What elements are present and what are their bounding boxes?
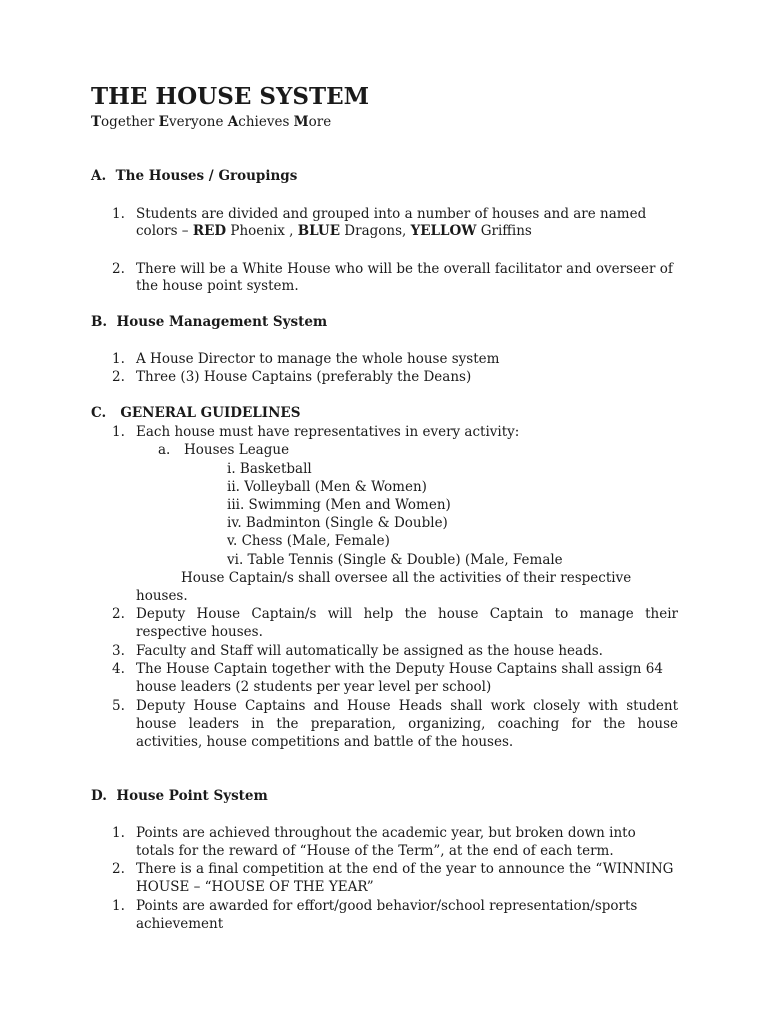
tagline-initial-t: T [91,114,102,130]
section-b-item-2-text: Three (3) House Captains (preferably the Deans) [136,369,472,385]
section-b-item-1-number: 1. [112,351,125,367]
section-a-heading [91,167,297,185]
section-d-heading [91,787,268,805]
tagline-initial-a: A [227,114,239,130]
section-a-title: The Houses / Groupings [115,168,298,184]
section-a-item-2-line-2: the house point system. [136,278,299,294]
section-c-item-2-line-2: respective houses. [136,624,263,640]
sport-item: v. Chess (Male, Female) [227,533,390,549]
red-house: RED [192,223,227,239]
section-c-item-4-line-1: The House Captain together with the Deputy House Captains shall assign 64 [136,661,663,677]
section-c-heading [91,404,300,422]
section-c-item-1-number: 1. [112,424,125,440]
section-d-item-3-line-2: achievement [136,916,224,932]
section-b-item-2-number: 2. [112,369,125,385]
section-a-item-1-line-1: Students are divided and grouped into a number of houses and are named [136,206,647,222]
section-c-sub-a-text: Houses League [184,442,290,458]
tagline-word-m: ore [308,114,332,130]
section-c-item-1-text: Each house must have representatives in every activity: [136,424,520,440]
section-a-item-2-number: 2. [112,261,125,277]
section-b-title: House Management System [116,314,328,330]
section-d-item-3-number: 1. [112,898,125,914]
red-house-name: Phoenix , [226,223,298,239]
tagline-initial-m: M [293,114,309,130]
section-a-item-1-line-2 [136,222,532,240]
section-d-item-1-line-1: Points are achieved throughout the academic year, but broken down into [136,825,636,841]
section-c-title: GENERAL GUIDELINES [120,405,301,421]
section-c-item-5-line-2: house leaders in the preparation, organizing, coaching for the house [136,716,678,732]
sport-item: i. Basketball [227,461,312,477]
section-c-item-4-number: 4. [112,661,125,677]
section-c-item-4-line-2: house leaders (2 students per year level per school) [136,679,492,695]
section-c-item-2-line-1: Deputy House Captain/s will help the house Captain to manage their [136,606,678,622]
section-c-item-3-text: Faculty and Staff will automatically be assigned as the house heads. [136,643,603,659]
section-c-label: C. [91,405,107,421]
section-a-item-2-line-1: There will be a White House who will be the overall facilitator and overseer of [136,261,673,277]
sport-item: iv. Badminton (Single & Double) [227,515,448,531]
tagline [91,113,331,131]
section-d-item-2-line-1: There is a final competition at the end of the year to announce the “WINNING [136,861,674,877]
section-d-item-1-line-2: totals for the reward of “House of the Term”, at the end of each term. [136,843,614,859]
tagline-initial-e: E [158,114,169,130]
oversee-line-2: houses. [136,588,188,604]
section-c-item-5-line-1: Deputy House Captains and House Heads shall work closely with student [136,698,678,714]
section-d-item-2-line-2: HOUSE – “HOUSE OF THE YEAR” [136,879,374,895]
section-b-item-1-text: A House Director to manage the whole house system [136,351,500,367]
tagline-word-a: chieves [238,114,294,130]
section-b-heading [91,313,327,331]
yellow-house-name: Griffins [476,223,532,239]
sport-item: iii. Swimming (Men and Women) [227,497,451,513]
section-d-item-3-line-1: Points are awarded for effort/good behavior/school representation/sports [136,898,638,914]
tagline-word-t: ogether [101,114,159,130]
section-a-item-1-number: 1. [112,206,125,222]
sport-item: ii. Volleyball (Men & Women) [227,479,427,495]
yellow-house: YELLOW [410,223,477,239]
section-d-title: House Point System [116,788,268,804]
section-c-item-2-number: 2. [112,606,125,622]
blue-house: BLUE [297,223,340,239]
section-a-label: A. [91,168,107,184]
section-b-label: B. [91,314,108,330]
colors-prefix: colors – [136,223,193,239]
page-title: THE HOUSE SYSTEM [91,83,370,110]
section-c-item-5-line-3: activities, house competitions and battle of the houses. [136,734,514,750]
section-c-item-3-number: 3. [112,643,125,659]
section-c-sub-a-label: a. [158,442,171,458]
oversee-line-1: House Captain/s shall oversee all the activities of their respective [181,570,632,586]
section-d-item-2-number: 2. [112,861,125,877]
section-c-item-5-number: 5. [112,698,125,714]
blue-house-name: Dragons, [340,223,411,239]
tagline-word-e: veryone [168,114,228,130]
section-d-label: D. [91,788,107,804]
section-d-item-1-number: 1. [112,825,125,841]
sport-item: vi. Table Tennis (Single & Double) (Male, Female [227,552,563,568]
